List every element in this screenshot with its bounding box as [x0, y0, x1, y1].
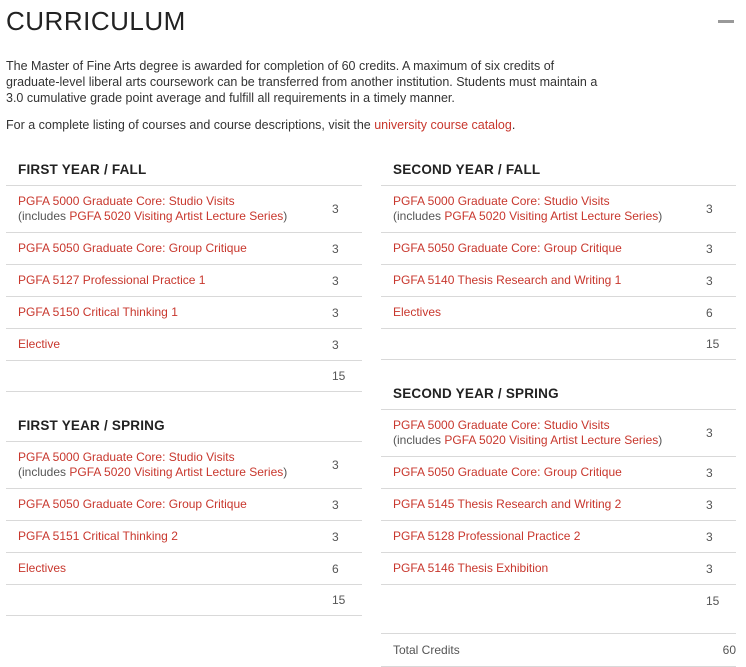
course-cell — [18, 450, 287, 480]
includes-open: (includes — [393, 209, 445, 223]
total-credits-label: Total Credits — [393, 643, 460, 657]
course-link[interactable]: PGFA 5146 Thesis Exhibition — [393, 561, 549, 575]
course-includes — [393, 209, 662, 224]
course-link[interactable]: PGFA 5140 Thesis Research and Writing 1 — [393, 273, 622, 287]
course-link[interactable]: PGFA 5000 Graduate Core: Studio Visits — [18, 450, 235, 464]
course-link[interactable]: PGFA 5000 Graduate Core: Studio Visits — [393, 418, 610, 432]
course-link[interactable]: PGFA 5000 Graduate Core: Studio Visits — [18, 194, 235, 208]
table-row — [6, 552, 362, 584]
includes-close: ) — [658, 433, 663, 447]
course-cell — [18, 194, 287, 224]
table-row — [381, 520, 736, 552]
total-row — [6, 584, 362, 616]
credits-cell: 3 — [706, 241, 713, 256]
table-row — [381, 264, 736, 296]
course-link[interactable]: PGFA 5150 Critical Thinking 1 — [18, 305, 178, 319]
credits-cell: 3 — [332, 497, 339, 512]
includes-open: (includes — [393, 433, 445, 447]
table-row — [381, 488, 736, 520]
credits-cell: 6 — [706, 305, 713, 320]
includes-link[interactable]: PGFA 5020 Visiting Artist Lecture Series — [69, 209, 284, 223]
total-row — [381, 328, 736, 360]
second-year-fall-table — [381, 155, 736, 360]
course-link[interactable]: PGFA 5128 Professional Practice 2 — [393, 529, 581, 543]
credits-cell: 3 — [332, 337, 339, 352]
course-link[interactable]: PGFA 5151 Critical Thinking 2 — [18, 529, 178, 543]
table-row — [6, 296, 362, 328]
table-row — [6, 441, 362, 488]
total-row — [381, 584, 736, 616]
second-year-spring-table — [381, 379, 736, 667]
includes-link[interactable]: PGFA 5020 Visiting Artist Lecture Series — [69, 465, 284, 479]
course-includes — [18, 209, 287, 224]
table-row — [381, 185, 736, 232]
includes-open: (includes — [18, 465, 70, 479]
section-heading: FIRST YEAR / FALL — [18, 162, 147, 177]
first-year-spring-table — [6, 411, 362, 616]
credits-cell: 3 — [706, 273, 713, 288]
includes-link[interactable]: PGFA 5020 Visiting Artist Lecture Series — [444, 209, 659, 223]
course-link[interactable]: PGFA 5050 Graduate Core: Group Critique — [18, 497, 247, 511]
page-title: CURRICULUM — [6, 6, 186, 36]
credits-cell: 3 — [332, 305, 339, 320]
table-row — [6, 232, 362, 264]
catalog-prefix: For a complete listing of courses and course descriptions, visit the — [6, 118, 375, 132]
credits-cell: 3 — [332, 273, 339, 288]
credits-cell: 3 — [706, 529, 713, 544]
course-link[interactable]: PGFA 5127 Professional Practice 1 — [18, 273, 206, 287]
section-heading: FIRST YEAR / SPRING — [18, 418, 165, 433]
table-row — [6, 328, 362, 360]
includes-close: ) — [283, 209, 288, 223]
includes-open: (includes — [18, 209, 70, 223]
credits-cell: 3 — [706, 497, 713, 512]
credits-cell: 3 — [332, 202, 339, 216]
course-includes — [18, 465, 287, 480]
total-credits-value: 60 — [722, 643, 736, 657]
table-row — [6, 520, 362, 552]
collapse-icon[interactable] — [718, 20, 734, 23]
course-link[interactable]: PGFA 5000 Graduate Core: Studio Visits — [393, 194, 610, 208]
credits-cell: 3 — [706, 561, 713, 576]
course-link[interactable]: Elective — [18, 337, 61, 351]
table-row — [6, 185, 362, 232]
credits-cell: 3 — [332, 529, 339, 544]
total-credits-cell: 15 — [706, 337, 720, 351]
course-link[interactable]: PGFA 5050 Graduate Core: Group Critique — [393, 465, 622, 479]
section-heading: SECOND YEAR / SPRING — [393, 386, 559, 401]
credits-cell: 3 — [332, 458, 339, 472]
course-link[interactable]: Electives — [393, 305, 442, 319]
table-row — [381, 296, 736, 328]
credits-cell: 3 — [706, 426, 713, 440]
total-row — [6, 360, 362, 392]
total-credits-cell: 15 — [706, 593, 720, 608]
total-credits-cell: 15 — [332, 369, 346, 383]
first-year-fall-table — [6, 155, 362, 392]
includes-close: ) — [283, 465, 288, 479]
course-cell — [393, 418, 662, 448]
section-heading: SECOND YEAR / FALL — [393, 162, 541, 177]
table-row — [6, 488, 362, 520]
catalog-link[interactable]: university course catalog — [374, 118, 512, 132]
course-link[interactable]: PGFA 5050 Graduate Core: Group Critique — [393, 241, 622, 255]
total-credits-row — [381, 633, 736, 667]
table-row — [381, 232, 736, 264]
intro-paragraph: The Master of Fine Arts degree is awarded for completion of 60 credits. A maximum of six credits of graduate-level liberal arts coursework can be transferred from another institution. Students must maintain a 3.0 cumulative grade point average and fulfill all requirements in a timely manner. — [6, 59, 598, 105]
catalog-suffix: . — [511, 118, 516, 132]
credits-cell: 3 — [706, 202, 713, 216]
course-includes — [393, 433, 662, 448]
spacer — [381, 616, 736, 633]
includes-link[interactable]: PGFA 5020 Visiting Artist Lecture Series — [444, 433, 659, 447]
credits-cell: 6 — [332, 561, 339, 576]
table-row — [6, 264, 362, 296]
course-link[interactable]: PGFA 5145 Thesis Research and Writing 2 — [393, 497, 622, 511]
total-credits-cell: 15 — [332, 593, 346, 607]
course-link[interactable]: PGFA 5050 Graduate Core: Group Critique — [18, 241, 247, 255]
course-link[interactable]: Electives — [18, 561, 67, 575]
includes-close: ) — [658, 209, 663, 223]
credits-cell: 3 — [332, 241, 339, 256]
catalog-sentence — [6, 118, 515, 132]
course-cell — [393, 194, 662, 224]
table-row — [381, 552, 736, 584]
table-row — [381, 409, 736, 456]
credits-cell: 3 — [706, 465, 713, 480]
table-row — [381, 456, 736, 488]
